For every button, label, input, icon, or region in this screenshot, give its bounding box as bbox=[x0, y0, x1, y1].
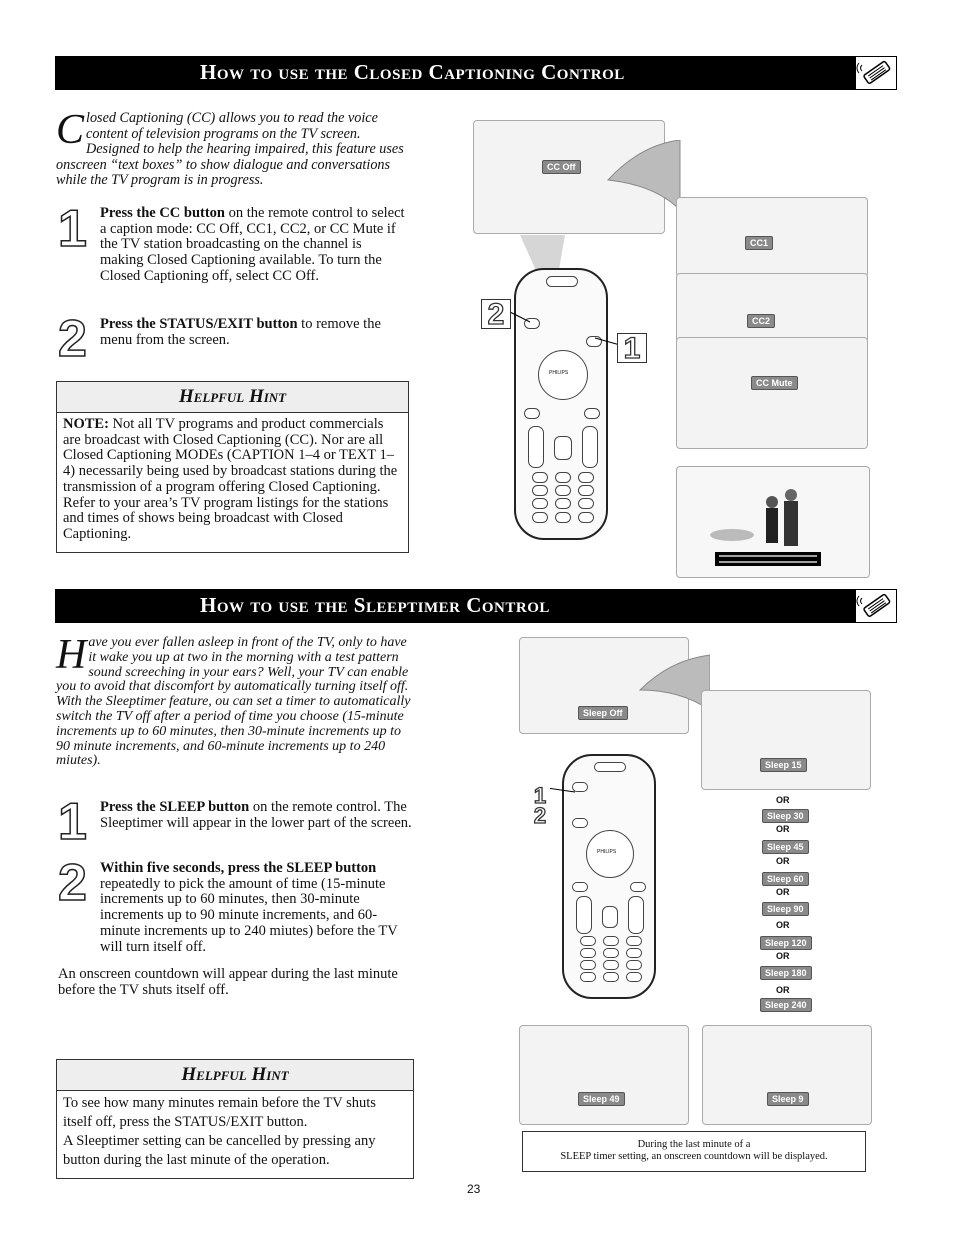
sleep-section-title: How to use the Sleeptimer Control bbox=[200, 593, 550, 617]
cc-step-2-bold: Press the STATUS/EXIT button bbox=[100, 316, 298, 332]
menu-button bbox=[572, 882, 588, 892]
remote-control-icon bbox=[855, 589, 897, 623]
keypad bbox=[580, 936, 640, 988]
sleep-callout-line bbox=[545, 780, 585, 800]
sleep-hint-body bbox=[57, 1091, 413, 1174]
cc-hint-box bbox=[56, 381, 409, 553]
sleep-180-label: Sleep 180 bbox=[760, 966, 812, 980]
cc-intro bbox=[56, 107, 412, 189]
couple-photo-image bbox=[677, 467, 869, 577]
cc-step-1-body: on the remote control to select a caption mode: CC Off, CC1, CC2, or CC Mute if the TV station broadcasting on the channel is making Closed Captioning available. To turn the Closed Captioning off, select CC Off. bbox=[100, 205, 405, 284]
sleep-30-label: Sleep 30 bbox=[762, 809, 809, 823]
or-label: OR bbox=[776, 795, 790, 805]
or-label: OR bbox=[776, 887, 790, 897]
power-button bbox=[594, 762, 626, 772]
volume-rocker bbox=[528, 426, 544, 468]
sleep-dropcap: H bbox=[56, 632, 87, 678]
sleep-step-1-body: on the remote control. The Sleeptimer will appear in the lower part of the screen. bbox=[100, 799, 412, 831]
channel-rocker bbox=[628, 896, 644, 934]
sleep-15-label: Sleep 15 bbox=[760, 758, 807, 772]
cc-hint-text: Not all TV programs and product commercials are broadcast with Closed Captioning (CC). Nor are all Closed Captioning MODEs (CAPTION 1–4 or TEXT 1–4) necessarily being used by broadcast stations during the transmission of a program offering Closed Captioning. Refer to your area’s TV program listings for the stations and times of shows being broadcast with Closed Captioning. bbox=[63, 416, 398, 542]
sleep-step-2-bold: Within five seconds, press the SLEEP button bbox=[100, 860, 377, 876]
cc2-label: CC2 bbox=[747, 314, 775, 328]
volume-rocker bbox=[576, 896, 592, 934]
page-number: 23 bbox=[467, 1182, 481, 1196]
cc-callout-2: 2 bbox=[481, 299, 511, 329]
cc-step-2-text bbox=[100, 317, 405, 348]
keypad bbox=[532, 472, 592, 524]
cc-step-2-body: to remove the menu from the screen. bbox=[100, 316, 381, 348]
cc-section-title: How to use the Closed Captioning Control bbox=[200, 60, 625, 84]
sleep-hint-title: Helpful Hint bbox=[57, 1060, 413, 1091]
cc-mute-screen bbox=[676, 337, 868, 449]
cc-step-1-number: 1 bbox=[58, 200, 87, 258]
power-button bbox=[546, 276, 578, 287]
sleep-step-2-number: 2 bbox=[58, 854, 87, 912]
cc-example-screen bbox=[676, 466, 870, 578]
sleep-step-1-text bbox=[100, 800, 412, 831]
or-label: OR bbox=[776, 920, 790, 930]
caption-line-1: During the last minute of a bbox=[637, 1139, 751, 1150]
cc1-label: CC1 bbox=[745, 236, 773, 250]
or-label: OR bbox=[776, 856, 790, 866]
cc-step-1-text bbox=[100, 206, 405, 285]
status-exit-button bbox=[572, 818, 588, 828]
sleep-hint-box bbox=[56, 1059, 414, 1179]
sleep-hint-line-2: A Sleeptimer setting can be cancelled by pressing any button during the last minute of the operation. bbox=[63, 1133, 376, 1168]
sleep-beam-graphics bbox=[600, 650, 710, 740]
cc2-screen bbox=[676, 273, 868, 343]
cc-step-2-number: 2 bbox=[58, 310, 87, 368]
countdown-caption bbox=[522, 1131, 866, 1172]
mute-button bbox=[554, 436, 572, 460]
sleep-intro bbox=[56, 632, 412, 769]
cc1-screen bbox=[676, 197, 868, 277]
caption-line-2: SLEEP timer setting, an onscreen countdown will be displayed. bbox=[560, 1151, 828, 1162]
sleep-countdown-note: An onscreen countdown will appear during the last minute before the TV shuts itself off. bbox=[58, 966, 398, 998]
sleep-90-label: Sleep 90 bbox=[762, 902, 809, 916]
sleep-49-label: Sleep 49 bbox=[578, 1092, 625, 1106]
sleep-15-screen bbox=[701, 690, 871, 790]
sleep-45-label: Sleep 45 bbox=[762, 840, 809, 854]
cc-section-header bbox=[55, 56, 897, 90]
cc-intro-text: losed Captioning (CC) allows you to read the voice content of television programs on the TV screen. Designed to help the hearing impaired, this feature uses onscreen “text boxes” to show dialogue and conversations while the TV program is in progress. bbox=[56, 110, 404, 189]
sleep-callout-1: 1 bbox=[533, 783, 547, 808]
sleep-240-label: Sleep 240 bbox=[760, 998, 812, 1012]
brand-label: PHILIPS bbox=[549, 370, 569, 376]
sleep-step-1-number: 1 bbox=[58, 793, 87, 851]
sleep-callout-12 bbox=[530, 783, 550, 828]
or-label: OR bbox=[776, 951, 790, 961]
cc-callout-lines bbox=[505, 300, 625, 360]
cc-hint-title: Helpful Hint bbox=[57, 382, 408, 413]
cc-hint-note-label: NOTE: bbox=[63, 416, 109, 432]
sleep-9-label: Sleep 9 bbox=[767, 1092, 809, 1106]
sleep-intro-text: ave you ever fallen asleep in front of the TV, only to have it wake you up at two in the morning with a test pattern sound screeching in your ears? Well, your TV can enable you to avoid that discomfort by automatically turning itself off. With the Sleeptimer feature, ou can set a timer to automatically switch the TV off after a period of time you choose (15-minute increments up to 60 minutes, then 30-minute increments up to 90 minute increments, and 60-minute increments up to 240 miutes). bbox=[56, 635, 411, 769]
cc-dropcap: C bbox=[56, 107, 85, 153]
cc-hint-body bbox=[57, 413, 408, 547]
sleep-off-label: Sleep Off bbox=[578, 706, 628, 720]
sleep-callout-2: 2 bbox=[533, 803, 547, 828]
sleep-49-screen bbox=[519, 1025, 689, 1125]
sleep-step-1-bold: Press the SLEEP button bbox=[100, 799, 250, 815]
menu-button bbox=[524, 408, 540, 419]
sleep-60-label: Sleep 60 bbox=[762, 872, 809, 886]
channel-rocker bbox=[582, 426, 598, 468]
sleep-9-screen bbox=[702, 1025, 872, 1125]
brand-label: PHILIPS bbox=[597, 849, 617, 855]
cc-step-1-bold: Press the CC button bbox=[100, 205, 225, 221]
surf-button bbox=[584, 408, 600, 419]
mute-button bbox=[602, 906, 618, 928]
sleep-120-label: Sleep 120 bbox=[760, 936, 812, 950]
sleep-step-2-text bbox=[100, 861, 412, 955]
cursor-pad bbox=[586, 830, 634, 878]
or-label: OR bbox=[776, 824, 790, 834]
cc-off-label: CC Off bbox=[542, 160, 581, 174]
or-label: OR bbox=[776, 985, 790, 995]
surf-button bbox=[630, 882, 646, 892]
remote-control-icon bbox=[855, 56, 897, 90]
cc-callout-1: 1 bbox=[617, 333, 647, 363]
sleep-step-2-body: repeatedly to pick the amount of time (15-minute increments up to 60 minutes, then 30-minute increments up to 90 minute increments, and 60-minute increments up to 240 miutes) before the TV will turn itself off. bbox=[100, 875, 398, 955]
sleep-section-header bbox=[55, 589, 897, 623]
cc-mute-label: CC Mute bbox=[751, 376, 798, 390]
sleep-hint-line-1: To see how many minutes remain before the TV shuts itself off, press the STATUS/EXIT button. bbox=[63, 1095, 376, 1130]
